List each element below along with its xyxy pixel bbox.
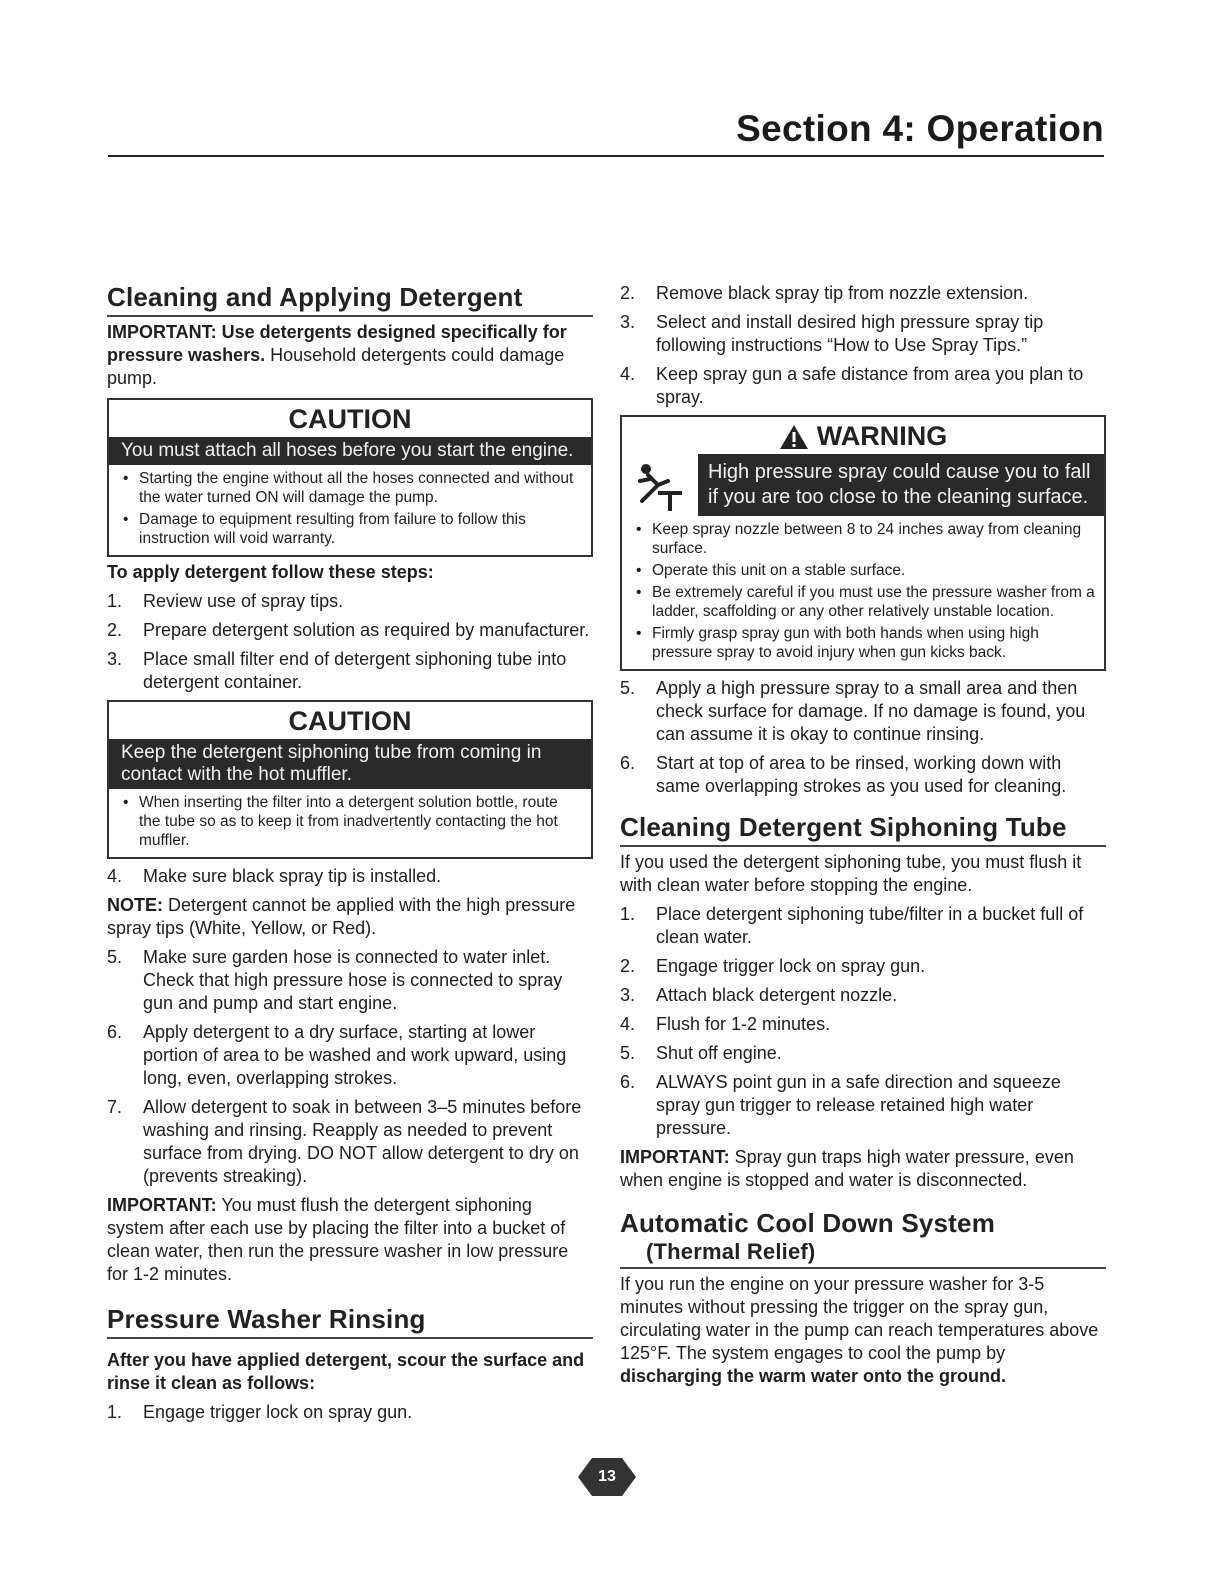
list-item: 3. Attach black detergent nozzle. (620, 985, 898, 1005)
warning-box (620, 415, 1106, 671)
apply-steps-list-cont (107, 865, 593, 888)
important-bold: IMPORTANT: Use detergents designed specifically for pressure washers. (107, 322, 567, 365)
rinse-steps-list (107, 1401, 593, 1424)
list-item: 5. Apply a high pressure spray to a small area and then check surface for damage. If no damage is found, you can assume it is okay to continue rinsing. (620, 678, 1086, 744)
caution-box-hoses (107, 398, 593, 557)
list-item: 2. Prepare detergent solution as required by manufacturer. (107, 620, 590, 640)
list-item: 6. ALWAYS point gun in a safe direction and squeeze spray gun trigger to release retained high water pressure. (620, 1072, 1061, 1138)
caution-band: You must attach all hoses before you start the engine. (109, 437, 591, 465)
warning-bullet: • Be extremely careful if you must use the pressure washer from a ladder, scaffolding or any other relatively unstable location. (634, 583, 1096, 621)
warning-title: WARNING (816, 421, 948, 451)
section-title: Section 4: Operation (736, 108, 1104, 149)
right-column (620, 282, 1106, 1388)
siphon-intro: If you used the detergent siphoning tube, you must flush it with clean water before stopping the engine. (620, 852, 1082, 895)
siphon-steps-list (620, 903, 1106, 1140)
caution-band: Keep the detergent siphoning tube from coming in contact with the hot muffler. (109, 739, 591, 789)
caution-bullet: • Starting the engine without all the hoses connected and without the water turned ON will damage the pump. (121, 469, 583, 507)
important3-paragraph: IMPORTANT: Spray gun traps high water pressure, even when engine is stopped and water is disconnected. (620, 1147, 1074, 1190)
heading-cool-down-main: Automatic Cool Down System (620, 1208, 996, 1238)
heading-cool-down-sub: (Thermal Relief) (646, 1239, 816, 1264)
important-rest: Household detergents could damage pump. (107, 345, 565, 388)
fall-hazard-icon (622, 454, 698, 516)
warning-header (622, 417, 1104, 454)
list-item: 3. Select and install desired high pressure spray tip following instructions “How to Use Spray Tips.” (620, 312, 1044, 355)
note-paragraph: NOTE: Detergent cannot be applied with the high pressure spray tips (White, Yellow, or Red). (107, 895, 576, 938)
heading-cool-down (620, 1208, 1106, 1269)
important2-paragraph: IMPORTANT: You must flush the detergent siphoning system after each use by placing the filter into a bucket of clean water, then run the pressure washer in low pressure for 1-2 minutes. (107, 1195, 569, 1284)
title-rule (108, 155, 1104, 157)
page-number-badge (578, 1458, 636, 1501)
important-paragraph (107, 321, 593, 390)
caution-bullet: • Damage to equipment resulting from failure to follow this instruction will void warranty. (121, 510, 583, 548)
warning-bullet: • Operate this unit on a stable surface. (634, 561, 1096, 580)
apply-steps-title: To apply detergent follow these steps: (107, 562, 434, 582)
warning-triangle-icon (779, 424, 809, 450)
list-item: 3. Place small filter end of detergent siphoning tube into detergent container. (107, 649, 567, 692)
heading-siphon-tube: Cleaning Detergent Siphoning Tube (620, 812, 1106, 847)
cool-down-paragraph: If you run the engine on your pressure washer for 3-5 minutes without pressing the trigger on the spray gun, circulating water in the pump can reach temperatures above 125°F. The system engages to cool the pump by discharging the warm water onto the ground. (620, 1274, 1099, 1386)
caution-box-muffler (107, 700, 593, 859)
apply-steps-list-b (107, 946, 593, 1188)
list-item: 1. Place detergent siphoning tube/filter in a bucket full of clean water. (620, 904, 1084, 947)
rinse-lead: After you have applied detergent, scour the surface and rinse it clean as follows: (107, 1350, 585, 1393)
apply-steps-list (107, 590, 593, 694)
list-item: 2. Remove black spray tip from nozzle extension. (620, 283, 1029, 303)
warning-band (622, 454, 1104, 516)
warning-bullet: • Keep spray nozzle between 8 to 24 inches away from cleaning surface. (634, 520, 1096, 558)
rinse-steps-list-cont (620, 282, 1106, 409)
rinse-steps-list-b (620, 677, 1106, 798)
heading-cleaning-detergent: Cleaning and Applying Detergent (107, 282, 593, 317)
list-item: 4. Flush for 1-2 minutes. (620, 1014, 831, 1034)
list-item: 5. Make sure garden hose is connected to water inlet. Check that high pressure hose is connected to spray gun and pump and start engine. (107, 947, 563, 1013)
list-item: 6. Start at top of area to be rinsed, working down with same overlapping strokes as you used for cleaning. (620, 753, 1067, 796)
caution-bullet: • When inserting the filter into a detergent solution bottle, route the tube so as to keep it from inadvertently contacting the hot muffler. (121, 793, 583, 850)
caution-title: CAUTION (288, 404, 412, 434)
list-item: 1. Engage trigger lock on spray gun. (107, 1402, 413, 1422)
warning-band-text: High pressure spray could cause you to fall if you are too close to the cleaning surface. (698, 454, 1104, 516)
list-item: 7. Allow detergent to soak in between 3–5 minutes before washing and rinsing. Reapply as needed to prevent surface from drying. DO NOT allow detergent to dry on (prevents streaking). (107, 1097, 582, 1186)
list-item: 6. Apply detergent to a dry surface, starting at lower portion of area to be washed and work upward, using long, even, overlapping strokes. (107, 1022, 567, 1088)
left-column (107, 280, 593, 1430)
list-item: 4. Make sure black spray tip is installed. (107, 866, 442, 886)
list-item: 5. Shut off engine. (620, 1043, 782, 1063)
list-item: 4. Keep spray gun a safe distance from area you plan to spray. (620, 364, 1084, 407)
warning-bullet: • Firmly grasp spray gun with both hands when using high pressure spray to avoid injury when gun kicks back. (634, 624, 1096, 662)
list-item: 1. Review use of spray tips. (107, 591, 344, 611)
caution-title: CAUTION (288, 706, 412, 736)
list-item: 2. Engage trigger lock on spray gun. (620, 956, 926, 976)
heading-rinsing: Pressure Washer Rinsing (107, 1304, 593, 1339)
page-number: 13 (598, 1468, 616, 1485)
